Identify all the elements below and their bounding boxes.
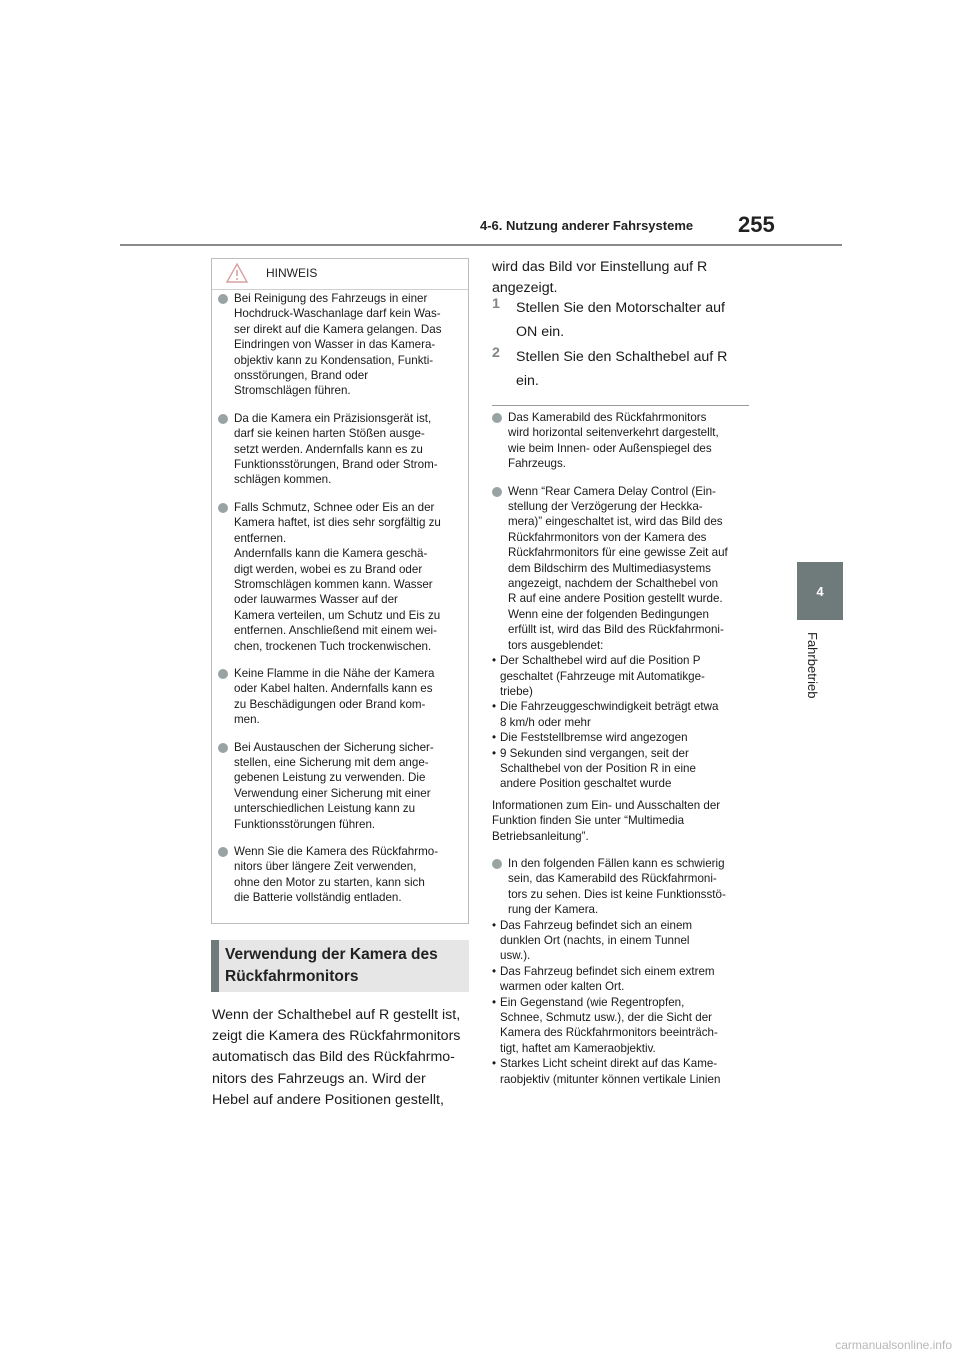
step-text: Stellen Sie den Schalthebel auf R ein.: [516, 349, 728, 389]
condition-item: • Starkes Licht scheint direkt auf das Kame- raobjektiv (mitunter können vertikale Linien: [492, 1056, 754, 1087]
right-intro-text: wird das Bild vor Einstellung auf R angezeigt.: [492, 259, 708, 297]
info-notes: [492, 410, 754, 1087]
bullet-dot-icon: [218, 503, 228, 513]
notice-item: Bei Austauschen der Sicherung sicher- stellen, eine Sicherung mit dem ange- gebenen Leistung zu verwenden. Die Verwendung einer Sicherung mit einer unterschiedlichen Leistung kann zu Funktionsstörungen führen.: [218, 740, 462, 832]
notice-item: Da die Kamera ein Präzisionsgerät ist, darf sie keinen harten Stößen ausge- setzt werden. Andernfalls kann es zu Funktionsstörungen, Brand oder Strom- schlägen kommen.: [218, 411, 462, 488]
bullet-dot-icon: [218, 847, 228, 857]
notice-item: Bei Reinigung des Fahrzeugs in einer Hochdruck-Waschanlage darf kein Was- ser direkt auf die Kamera gelangen. Das Eindringen von Wasser in das Kamera- objektiv kann zu Kondensation, Funkti- onsstörungen, Brand oder Stromschlägen führen.: [218, 291, 462, 399]
step-number: 2: [492, 345, 500, 361]
chapter-label-container: [788, 632, 852, 722]
notice-header: [212, 259, 468, 290]
info-note: Wenn “Rear Camera Delay Control (Ein- stellung der Verzögerung der Heckka- mera)” eingeschaltet ist, wird das Bild des Rückfahrmonitors von der Kamera des Rückfahrmonitors für eine gewisse Zeit auf dem Bildschirm des Multimediasystems angezeigt, nachdem der Schalthebel von R auf eine andere Position gestellt wurde. Wenn eine der folgenden Bedingungen erfüllt ist, wird das Bild des Rückfahrmoni- tors ausgeblendet:: [492, 484, 754, 653]
bullet-dot-icon: [492, 487, 502, 497]
chapter-tab[interactable]: [797, 562, 843, 620]
step-number: 1: [492, 296, 500, 312]
notice-box: [211, 258, 469, 924]
bullet-dot-icon: [218, 414, 228, 424]
notice-list: [218, 291, 462, 918]
info-reference-text: Informationen zum Ein- und Ausschalten der Funktion finden Sie unter “Multimedia Betriebsanleitung”.: [492, 798, 721, 843]
condition-item: • 9 Sekunden sind vergangen, seit der Schalthebel von der Position R in eine andere Position geschaltet wurde: [492, 746, 754, 792]
condition-list: [492, 653, 754, 792]
condition-item: • Das Fahrzeug befindet sich einem extrem warmen oder kalten Ort.: [492, 964, 754, 995]
notice-item: Wenn Sie die Kamera des Rückfahrmo- nitors über längere Zeit verwenden, ohne den Motor zu starten, kann sich die Batterie vollständig entladen.: [218, 844, 462, 906]
section-heading-bar: [211, 940, 219, 992]
bullet-dot-icon: [218, 294, 228, 304]
section-heading: [211, 940, 469, 992]
condition-list: [492, 918, 754, 1087]
bullet-dot-icon: [218, 743, 228, 753]
section-title: Verwendung der Kamera des Rückfahrmonitors: [225, 946, 438, 985]
notice-item: Keine Flamme in die Nähe der Kamera oder Kabel halten. Andernfalls kann es zu Beschädigungen oder Brand kom- men.: [218, 666, 462, 728]
condition-item: • Der Schalthebel wird auf die Position P geschaltet (Fahrzeuge mit Automatikge- triebe): [492, 653, 754, 699]
bullet-dot-icon: [492, 859, 502, 869]
info-note: In den folgenden Fällen kann es schwierig sein, das Kamerabild des Rückfahrmoni- tors zu sehen. Dies ist keine Funktionsstö- rung der Kamera.: [492, 856, 754, 918]
chapter-label: Fahrbetrieb: [805, 632, 820, 699]
step-text: Stellen Sie den Motorschalter auf ON ein.: [516, 300, 725, 340]
header-section-title: 4-6. Nutzung anderer Fahrsysteme: [480, 218, 694, 233]
warning-triangle-icon: [226, 263, 248, 283]
condition-item: • Die Fahrzeuggeschwindigkeit beträgt etwa 8 km/h oder mehr: [492, 699, 754, 730]
info-note: Das Kamerabild des Rückfahrmonitors wird horizontal seitenverkehrt dargestellt, wie beim Innen- oder Außenspiegel des Fahrzeugs.: [492, 410, 754, 472]
bullet-dot-icon: [492, 413, 502, 423]
page-number: 255: [738, 212, 775, 237]
condition-item: • Die Feststellbremse wird angezogen: [492, 730, 754, 745]
section-body: Wenn der Schalthebel auf R gestellt ist, zeigt die Kamera des Rückfahrmonitors automatisch das Bild des Rückfahrmo- nitors des Fahrzeugs an. Wird der Hebel auf andere Positionen gestellt,: [212, 1007, 461, 1108]
notes-divider: [492, 405, 749, 406]
header-rule: [120, 244, 842, 246]
condition-item: • Ein Gegenstand (wie Regentropfen, Schnee, Schmutz usw.), der die Sicht der Kamera des Rückfahrmonitors beeinträch- tigt, haftet am Kameraobjektiv.: [492, 995, 754, 1057]
notice-label: HINWEIS: [266, 266, 318, 280]
bullet-dot-icon: [218, 669, 228, 679]
condition-item: • Das Fahrzeug befindet sich an einem dunklen Ort (nachts, in einem Tunnel usw.).: [492, 918, 754, 964]
notice-item: Falls Schmutz, Schnee oder Eis an der Kamera haftet, ist dies sehr sorgfältig zu entfernen. Andernfalls kann die Kamera geschä- digt werden, wobei es zu Brand oder Stromschlägen kommen kann. Wasser oder lauwarmes Wasser auf der Kamera verteilen, um Schutz und Eis zu entfernen. Anschließend mit einem wei- chen, trockenen Tuch trockenwischen.: [218, 500, 462, 654]
chapter-number: 4: [816, 583, 824, 599]
watermark: carmanualsonline.info: [835, 1338, 952, 1352]
